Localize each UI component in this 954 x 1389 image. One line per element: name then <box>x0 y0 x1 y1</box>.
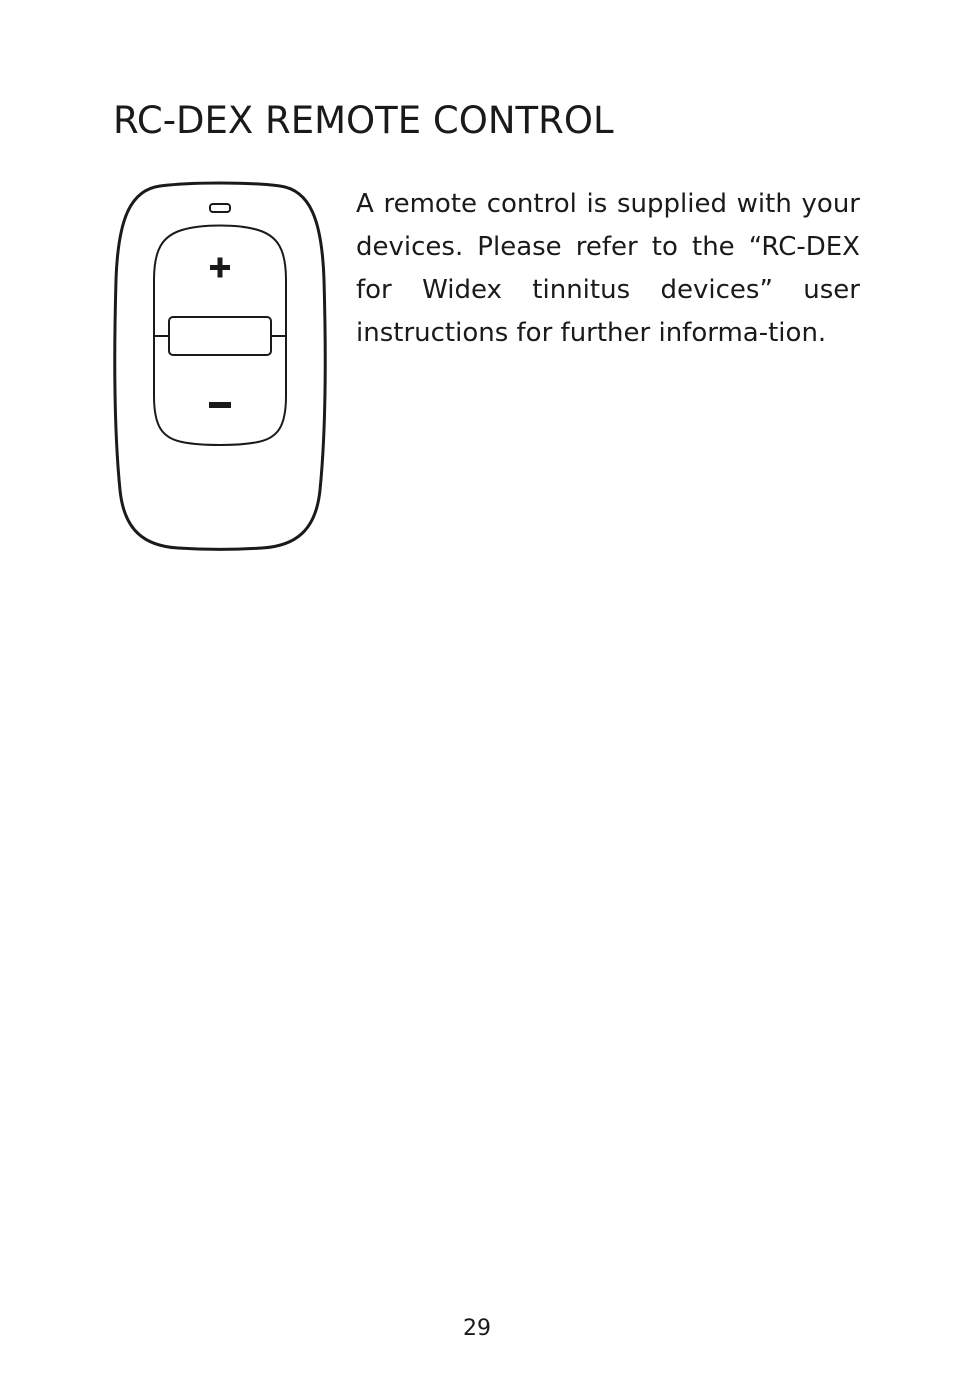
page-number: 29 <box>463 1316 491 1341</box>
page-title: RC-DEX REMOTE CONTROL <box>113 99 614 142</box>
remote-control-illustration <box>112 180 328 552</box>
body-text: A remote control is supplied with your devices. Please refer to the “RC-DEX for Widex tinnitus devices” user instructions for further informa-tion. <box>356 189 860 348</box>
indicator-light-icon <box>210 204 230 212</box>
minus-icon <box>209 402 231 408</box>
rocker-middle-bar <box>169 317 271 355</box>
